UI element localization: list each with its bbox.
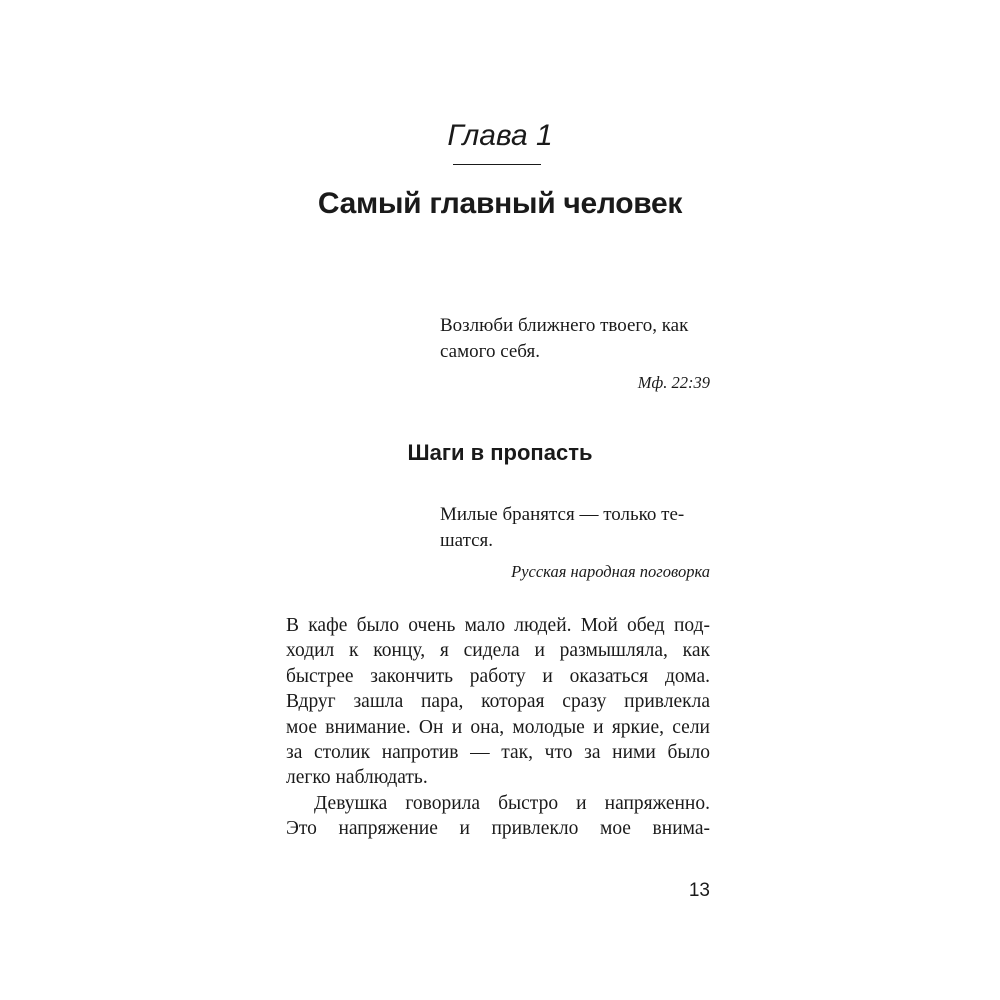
- epigraph-2-line: шатся.: [440, 530, 494, 551]
- body-line: ходил к концу, я сидела и размышляла, как: [286, 640, 710, 662]
- body-line: за столик напротив — так, что за ними было: [286, 742, 710, 764]
- section-title: Шаги в пропасть: [407, 440, 593, 465]
- epigraph-quote-1: [440, 313, 710, 395]
- chapter-title: Самый главный человек: [317, 187, 683, 220]
- body-line: Девушка говорила быстро и напряженно.: [314, 792, 710, 814]
- epigraph-2-line: Милые бранятся — только те-: [440, 504, 685, 525]
- epigraph-2-source: Русская народная поговорка: [511, 562, 710, 581]
- body-line: Вдруг зашла пара, которая сразу привлекла: [286, 691, 710, 713]
- body-text: [286, 613, 710, 842]
- body-line: мое внимание. Он и она, молодые и яркие, сели: [286, 716, 710, 738]
- body-line: быстрее закончить работу и оказаться дома.: [286, 665, 710, 687]
- body-line: Это напряжение и привлекло мое внима-: [286, 818, 710, 840]
- epigraph-quote-2: [440, 502, 710, 584]
- chapter-divider: [453, 164, 541, 165]
- epigraph-1-line: Возлюби ближнего твоего, как: [440, 315, 689, 336]
- body-line: В кафе было очень мало людей. Мой обед под-: [286, 615, 710, 636]
- body-line: легко наблюдать.: [286, 767, 428, 789]
- page-number: 13: [688, 880, 710, 901]
- chapter-label: Глава 1: [447, 119, 553, 152]
- epigraph-1-line: самого себя.: [440, 341, 540, 362]
- epigraph-1-source: Мф. 22:39: [637, 373, 710, 392]
